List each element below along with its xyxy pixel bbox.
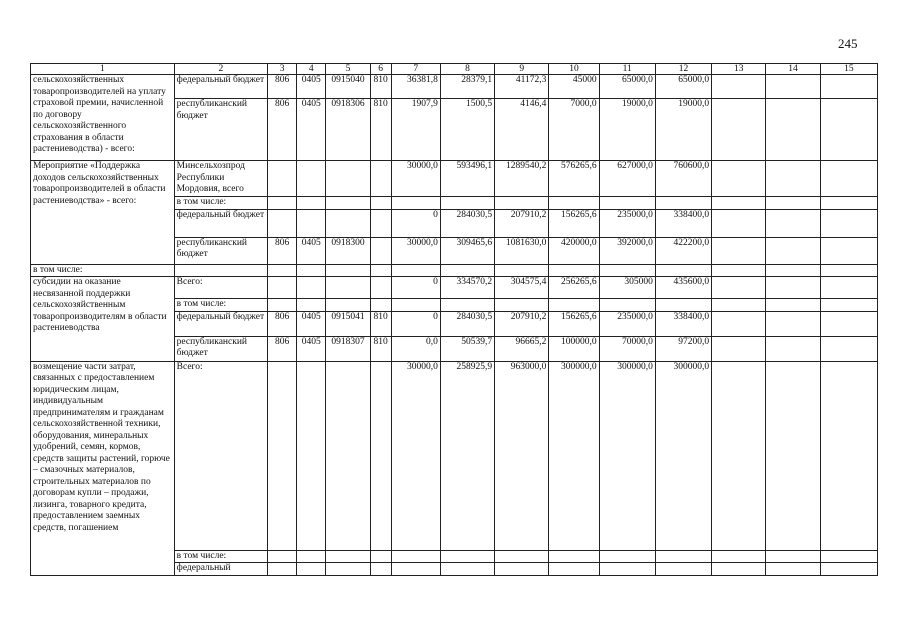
empty-cell [370, 563, 391, 576]
code-section-cell: 0405 [297, 237, 326, 264]
value-cell: 96665,2 [495, 336, 549, 361]
value-cell: 392000,0 [599, 237, 655, 264]
empty-cell [766, 299, 820, 312]
header-cell: 3 [268, 64, 297, 75]
code-section-cell: 0405 [297, 99, 326, 161]
value-cell: 593496,1 [440, 161, 494, 197]
value-cell: 256265,6 [549, 277, 599, 299]
empty-cell [326, 563, 370, 576]
empty-cell [712, 99, 766, 161]
header-cell: 6 [370, 64, 391, 75]
table-row [31, 361, 878, 550]
empty-cell [766, 99, 820, 161]
header-cell: 2 [174, 64, 267, 75]
empty-cell [766, 264, 820, 277]
code-type-cell: 810 [370, 75, 391, 99]
header-row [31, 64, 878, 75]
funding-source-cell: федеральный бюджет [174, 75, 267, 99]
empty-cell [297, 550, 326, 563]
empty-cell [440, 550, 494, 563]
value-cell: 156265,6 [549, 311, 599, 336]
budget-table [30, 63, 878, 576]
empty-cell [599, 264, 655, 277]
empty-cell [549, 299, 599, 312]
value-cell: 100000,0 [549, 336, 599, 361]
funding-source-cell: Всего: [174, 277, 267, 299]
empty-cell [599, 197, 655, 210]
empty-cell [549, 197, 599, 210]
code-grbs-cell: 806 [268, 237, 297, 264]
empty-cell [766, 311, 820, 336]
empty-cell [820, 99, 877, 161]
empty-cell [766, 197, 820, 210]
table-row [31, 161, 878, 197]
empty-cell [391, 563, 440, 576]
empty-cell [766, 336, 820, 361]
empty-cell [820, 264, 877, 277]
empty-cell [370, 277, 391, 299]
empty-cell [655, 550, 711, 563]
funding-source-cell: в том числе: [174, 299, 267, 312]
empty-cell [326, 197, 370, 210]
header-cell: 12 [655, 64, 711, 75]
empty-cell [370, 550, 391, 563]
header-cell: 4 [297, 64, 326, 75]
measure-name-cell: возмещение части затрат, связанных с предоставлением юридическим лицам, индивидуальным предпринимателям и гражданам сельскохозяйственной техники, оборудования, минеральных удобрений, семян, кормов, средств защиты растений, горюче – смазочных материалов, строительных материалов по договорам купли – продажи, лизинга, товарного кредита, предоставлением заемных средств, погашением [31, 361, 175, 575]
empty-cell [370, 264, 391, 277]
empty-cell [655, 299, 711, 312]
empty-cell [297, 264, 326, 277]
value-cell: 30000,0 [391, 361, 440, 550]
table-row [31, 277, 878, 299]
empty-cell [297, 209, 326, 237]
empty-cell [326, 209, 370, 237]
empty-cell [495, 299, 549, 312]
empty-cell [549, 550, 599, 563]
value-cell: 1289540,2 [495, 161, 549, 197]
empty-cell [440, 563, 494, 576]
code-section-cell: 0405 [297, 311, 326, 336]
value-cell: 207910,2 [495, 209, 549, 237]
empty-cell [268, 209, 297, 237]
value-cell: 258925,9 [440, 361, 494, 550]
empty-cell [712, 264, 766, 277]
value-cell: 0 [391, 311, 440, 336]
empty-cell [268, 299, 297, 312]
value-cell: 300000,0 [549, 361, 599, 550]
value-cell: 284030,5 [440, 209, 494, 237]
code-target-cell: 0915041 [326, 311, 370, 336]
funding-source-cell: Всего: [174, 361, 267, 550]
value-cell: 207910,2 [495, 311, 549, 336]
value-cell: 334570,2 [440, 277, 494, 299]
value-cell: 1907,9 [391, 99, 440, 161]
empty-cell [268, 277, 297, 299]
header-cell: 15 [820, 64, 877, 75]
header-cell: 11 [599, 64, 655, 75]
empty-cell [268, 563, 297, 576]
value-cell: 7000,0 [549, 99, 599, 161]
empty-cell [766, 563, 820, 576]
code-target-cell: 0918307 [326, 336, 370, 361]
value-cell: 305000 [599, 277, 655, 299]
empty-cell [440, 197, 494, 210]
empty-cell [712, 75, 766, 99]
empty-cell [297, 161, 326, 197]
value-cell: 28379,1 [440, 75, 494, 99]
value-cell: 0 [391, 209, 440, 237]
value-cell: 19000,0 [655, 99, 711, 161]
header-cell: 9 [495, 64, 549, 75]
empty-cell [820, 311, 877, 336]
value-cell: 284030,5 [440, 311, 494, 336]
empty-cell [712, 563, 766, 576]
value-cell: 420000,0 [549, 237, 599, 264]
empty-cell [766, 550, 820, 563]
header-cell: 7 [391, 64, 440, 75]
empty-cell [712, 161, 766, 197]
empty-cell [712, 299, 766, 312]
empty-cell [820, 209, 877, 237]
empty-cell [712, 336, 766, 361]
empty-cell [268, 264, 297, 277]
value-cell: 1081630,0 [495, 237, 549, 264]
code-section-cell: 0405 [297, 336, 326, 361]
value-cell: 422200,0 [655, 237, 711, 264]
table-row [31, 75, 878, 99]
empty-cell [391, 299, 440, 312]
value-cell: 309465,6 [440, 237, 494, 264]
code-grbs-cell: 806 [268, 311, 297, 336]
empty-cell [712, 197, 766, 210]
empty-cell [712, 361, 766, 550]
funding-source-cell: республиканский бюджет [174, 336, 267, 361]
value-cell: 45000 [549, 75, 599, 99]
empty-cell [268, 161, 297, 197]
code-grbs-cell: 806 [268, 75, 297, 99]
empty-cell [495, 264, 549, 277]
value-cell: 300000,0 [655, 361, 711, 550]
value-cell: 70000,0 [599, 336, 655, 361]
funding-source-cell: республиканский бюджет [174, 99, 267, 161]
value-cell: 30000,0 [391, 237, 440, 264]
value-cell: 435600,0 [655, 277, 711, 299]
code-section-cell: 0405 [297, 75, 326, 99]
value-cell: 0,0 [391, 336, 440, 361]
empty-cell [297, 563, 326, 576]
header-cell: 10 [549, 64, 599, 75]
empty-cell [820, 563, 877, 576]
funding-source-cell: Минсельхозпрод Республики Мордовия, всего [174, 161, 267, 197]
funding-source-cell: федеральный бюджет [174, 311, 267, 336]
empty-cell [549, 264, 599, 277]
value-cell: 1500,5 [440, 99, 494, 161]
value-cell: 4146,4 [495, 99, 549, 161]
value-cell: 156265,6 [549, 209, 599, 237]
empty-cell [766, 75, 820, 99]
header-cell: 14 [766, 64, 820, 75]
empty-cell [655, 563, 711, 576]
empty-cell [820, 361, 877, 550]
value-cell: 338400,0 [655, 311, 711, 336]
funding-source-cell: в том числе: [174, 197, 267, 210]
empty-cell [495, 197, 549, 210]
empty-cell [297, 299, 326, 312]
empty-cell [712, 277, 766, 299]
measure-name-cell: субсидии на оказание несвязанной поддержки сельскохозяйственным товаропроизводителям в области растениеводства [31, 277, 175, 362]
measure-name-cell: сельскохозяйственных товаропроизводителей на уплату страховой премии, начисленной по договору сельскохозяйственного страхования в области растениеводства) - всего: [31, 75, 175, 161]
empty-cell [820, 161, 877, 197]
empty-cell [370, 299, 391, 312]
empty-cell [820, 550, 877, 563]
empty-cell [174, 264, 267, 277]
empty-cell [820, 75, 877, 99]
value-cell: 760600,0 [655, 161, 711, 197]
subheading-cell: в том числе: [31, 264, 175, 277]
code-type-cell: 810 [370, 311, 391, 336]
code-type-cell: 810 [370, 336, 391, 361]
value-cell: 41172,3 [495, 75, 549, 99]
empty-cell [440, 299, 494, 312]
empty-cell [820, 336, 877, 361]
empty-cell [326, 550, 370, 563]
value-cell: 30000,0 [391, 161, 440, 197]
funding-source-cell: в том числе: [174, 550, 267, 563]
empty-cell [820, 237, 877, 264]
empty-cell [766, 237, 820, 264]
empty-cell [440, 264, 494, 277]
empty-cell [655, 264, 711, 277]
empty-cell [370, 237, 391, 264]
empty-cell [712, 209, 766, 237]
empty-cell [495, 550, 549, 563]
empty-cell [326, 161, 370, 197]
empty-cell [370, 209, 391, 237]
empty-cell [326, 264, 370, 277]
empty-cell [599, 550, 655, 563]
empty-cell [268, 197, 297, 210]
empty-cell [370, 361, 391, 550]
page-number: 245 [838, 36, 858, 51]
value-cell: 36381,8 [391, 75, 440, 99]
code-grbs-cell: 806 [268, 336, 297, 361]
empty-cell [599, 563, 655, 576]
empty-cell [549, 563, 599, 576]
funding-source-cell: республиканский бюджет [174, 237, 267, 264]
empty-cell [297, 277, 326, 299]
empty-cell [655, 197, 711, 210]
value-cell: 97200,0 [655, 336, 711, 361]
header-cell: 1 [31, 64, 175, 75]
empty-cell [712, 311, 766, 336]
value-cell: 576265,6 [549, 161, 599, 197]
empty-cell [766, 361, 820, 550]
empty-cell [268, 361, 297, 550]
header-cell: 5 [326, 64, 370, 75]
value-cell: 50539,7 [440, 336, 494, 361]
code-grbs-cell: 806 [268, 99, 297, 161]
value-cell: 19000,0 [599, 99, 655, 161]
value-cell: 0 [391, 277, 440, 299]
funding-source-cell: федеральный бюджет [174, 209, 267, 237]
empty-cell [712, 550, 766, 563]
empty-cell [268, 550, 297, 563]
empty-cell [495, 563, 549, 576]
empty-cell [297, 197, 326, 210]
value-cell: 963000,0 [495, 361, 549, 550]
value-cell: 235000,0 [599, 209, 655, 237]
code-target-cell: 0918306 [326, 99, 370, 161]
empty-cell [326, 277, 370, 299]
header-cell: 13 [712, 64, 766, 75]
value-cell: 235000,0 [599, 311, 655, 336]
empty-cell [820, 299, 877, 312]
code-type-cell: 810 [370, 99, 391, 161]
code-target-cell: 0915040 [326, 75, 370, 99]
value-cell: 65000,0 [599, 75, 655, 99]
empty-cell [766, 161, 820, 197]
value-cell: 338400,0 [655, 209, 711, 237]
empty-cell [712, 237, 766, 264]
code-target-cell: 0918300 [326, 237, 370, 264]
empty-cell [391, 197, 440, 210]
empty-cell [391, 550, 440, 563]
funding-source-cell: федеральный [174, 563, 267, 576]
empty-cell [370, 197, 391, 210]
table-row [31, 264, 878, 277]
header-cell: 8 [440, 64, 494, 75]
empty-cell [326, 361, 370, 550]
value-cell: 304575,4 [495, 277, 549, 299]
value-cell: 65000,0 [655, 75, 711, 99]
empty-cell [297, 361, 326, 550]
value-cell: 300000,0 [599, 361, 655, 550]
empty-cell [326, 299, 370, 312]
value-cell: 627000,0 [599, 161, 655, 197]
empty-cell [820, 277, 877, 299]
empty-cell [766, 277, 820, 299]
empty-cell [391, 264, 440, 277]
empty-cell [370, 161, 391, 197]
empty-cell [820, 197, 877, 210]
measure-name-cell: Мероприятие «Поддержка доходов сельскохозяйственных товаропроизводителей в области растениеводства» - всего: [31, 161, 175, 265]
empty-cell [599, 299, 655, 312]
empty-cell [766, 209, 820, 237]
